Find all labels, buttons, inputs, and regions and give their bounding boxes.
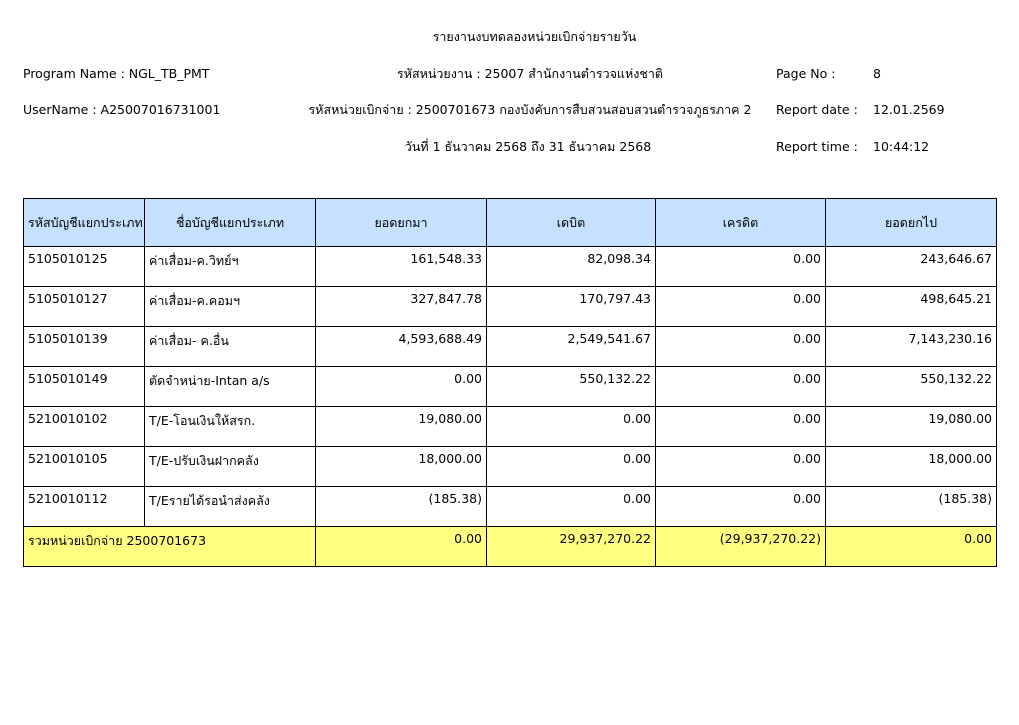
cell-credit: 0.00 xyxy=(656,447,826,487)
total-row xyxy=(24,527,997,567)
page-no-label: Page No : xyxy=(776,66,836,81)
cell-opening: 0.00 xyxy=(316,367,487,407)
report-date-label: Report date : xyxy=(776,102,858,117)
cell-account-code: 5105010149 xyxy=(24,367,145,407)
cell-debit: 0.00 xyxy=(487,447,656,487)
cell-account-name: T/Eรายได้รอนำส่งคลัง xyxy=(145,487,316,527)
col-header-credit: เครดิต xyxy=(656,199,826,247)
cell-opening: 161,548.33 xyxy=(316,247,487,287)
cell-debit: 82,098.34 xyxy=(487,247,656,287)
cell-closing: 498,645.21 xyxy=(826,287,997,327)
total-opening: 0.00 xyxy=(316,527,487,567)
total-label: รวมหน่วยเบิกจ่าย 2500701673 xyxy=(24,527,316,567)
cell-account-name: T/E-ปรับเงินฝากคลัง xyxy=(145,447,316,487)
cell-account-name: ค่าเสื่อม- ค.อื่น xyxy=(145,327,316,367)
date-range: วันที่ 1 ธันวาคม 2568 ถึง 31 ธันวาคม 2568 xyxy=(404,139,652,154)
cell-opening: 18,000.00 xyxy=(316,447,487,487)
table-row xyxy=(24,247,997,287)
total-debit: 29,937,270.22 xyxy=(487,527,656,567)
report-time-value: 10:44:12 xyxy=(873,139,930,154)
page-no-value: 8 xyxy=(873,66,881,81)
cell-closing: 550,132.22 xyxy=(826,367,997,407)
cell-opening: 327,847.78 xyxy=(316,287,487,327)
table-row xyxy=(24,327,997,367)
cell-closing: 18,000.00 xyxy=(826,447,997,487)
report-date-value: 12.01.2569 xyxy=(873,102,945,117)
report-time-label: Report time : xyxy=(776,139,858,154)
cell-debit: 170,797.43 xyxy=(487,287,656,327)
cell-closing: 243,646.67 xyxy=(826,247,997,287)
cell-opening: (185.38) xyxy=(316,487,487,527)
col-header-account-code: รหัสบัญชีแยกประเภท xyxy=(24,199,145,247)
cell-closing: 7,143,230.16 xyxy=(826,327,997,367)
cell-closing: 19,080.00 xyxy=(826,407,997,447)
cell-account-code: 5210010112 xyxy=(24,487,145,527)
cell-account-code: 5210010105 xyxy=(24,447,145,487)
table-row xyxy=(24,447,997,487)
table-row xyxy=(24,407,997,447)
cell-debit: 0.00 xyxy=(487,487,656,527)
col-header-account-name: ชื่อบัญชีแยกประเภท xyxy=(145,199,316,247)
col-header-closing-balance: ยอดยกไป xyxy=(826,199,997,247)
cell-credit: 0.00 xyxy=(656,367,826,407)
table-row xyxy=(24,287,997,327)
disbursing-unit: รหัสหน่วยเบิกจ่าย : 2500701673 กองบังคับการสืบสวนสอบสวนตำรวจภูธรภาค 2 xyxy=(308,102,752,117)
cell-account-code: 5105010125 xyxy=(24,247,145,287)
cell-account-name: ค่าเสื่อม-ค.วิทย์ฯ xyxy=(145,247,316,287)
cell-account-name: ตัดจำหน่าย-Intan a/s xyxy=(145,367,316,407)
program-name: Program Name : NGL_TB_PMT xyxy=(23,66,210,81)
cell-credit: 0.00 xyxy=(656,247,826,287)
report-title: รายงานงบทดลองหน่วยเบิกจ่ายรายวัน xyxy=(432,29,637,44)
cell-account-name: ค่าเสื่อม-ค.คอมฯ xyxy=(145,287,316,327)
cell-opening: 4,593,688.49 xyxy=(316,327,487,367)
cell-debit: 550,132.22 xyxy=(487,367,656,407)
username: UserName : A25007016731001 xyxy=(23,102,221,117)
col-header-debit: เดบิต xyxy=(487,199,656,247)
agency-code: รหัสหน่วยงาน : 25007 สำนักงานตำรวจแห่งชาติ xyxy=(397,66,663,81)
col-header-opening-balance: ยอดยกมา xyxy=(316,199,487,247)
cell-account-name: T/E-โอนเงินให้สรก. xyxy=(145,407,316,447)
cell-debit: 0.00 xyxy=(487,407,656,447)
table-row xyxy=(24,367,997,407)
cell-account-code: 5105010139 xyxy=(24,327,145,367)
total-closing: 0.00 xyxy=(826,527,997,567)
cell-account-code: 5105010127 xyxy=(24,287,145,327)
total-credit: (29,937,270.22) xyxy=(656,527,826,567)
cell-closing: (185.38) xyxy=(826,487,997,527)
cell-opening: 19,080.00 xyxy=(316,407,487,447)
table-row xyxy=(24,487,997,527)
cell-credit: 0.00 xyxy=(656,327,826,367)
cell-credit: 0.00 xyxy=(656,287,826,327)
cell-credit: 0.00 xyxy=(656,407,826,447)
cell-debit: 2,549,541.67 xyxy=(487,327,656,367)
cell-credit: 0.00 xyxy=(656,487,826,527)
cell-account-code: 5210010102 xyxy=(24,407,145,447)
table-header-row xyxy=(24,199,997,247)
trial-balance-table xyxy=(23,198,997,567)
